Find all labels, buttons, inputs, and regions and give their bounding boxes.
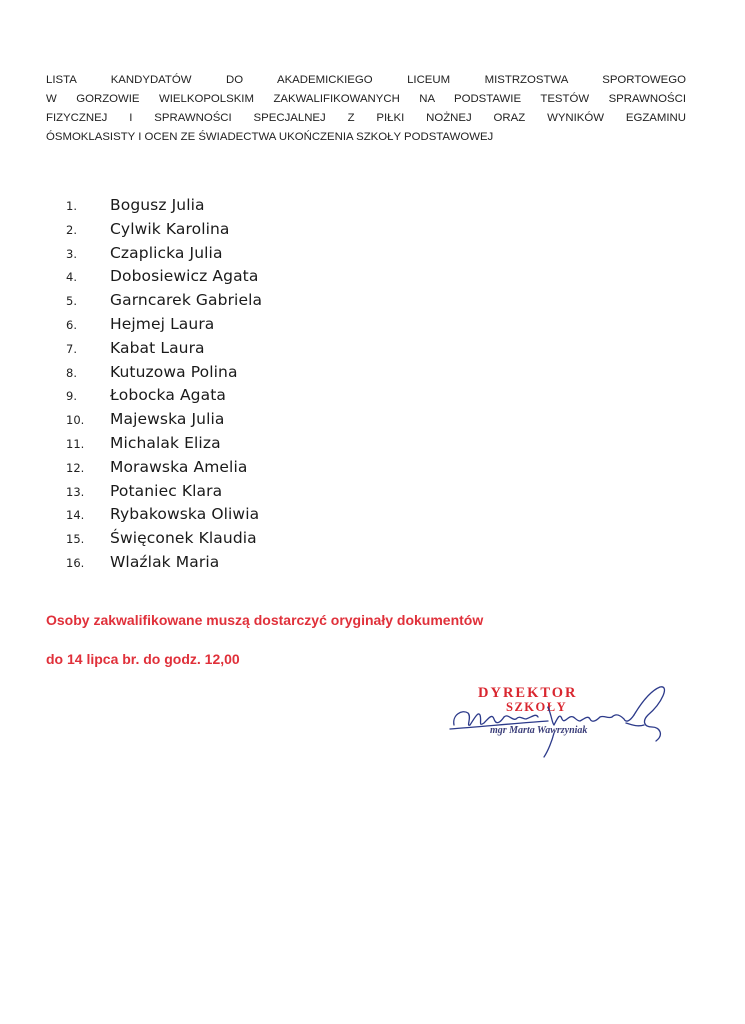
stamp-title: DYREKTOR	[478, 685, 578, 701]
candidate-name: Garncarek Gabriela	[110, 291, 263, 310]
candidate-name: Kabat Laura	[110, 338, 205, 357]
candidate-name: Kutuzowa Polina	[110, 362, 238, 381]
deadline-line: do 14 lipca br. do godz. 12,00	[46, 651, 240, 667]
list-item	[66, 244, 262, 268]
item-number: 13.	[66, 484, 85, 499]
list-item	[66, 529, 262, 553]
item-number: 8.	[66, 365, 77, 380]
item-number: 12.	[66, 460, 85, 475]
candidate-name: Święconek Klaudia	[110, 529, 257, 548]
item-number: 14.	[66, 508, 85, 523]
candidate-list	[66, 196, 262, 577]
list-item	[66, 196, 262, 220]
item-number: 16.	[66, 555, 85, 570]
list-item	[66, 315, 262, 339]
item-number: 9.	[66, 389, 77, 404]
item-number: 5.	[66, 294, 77, 309]
item-number: 6.	[66, 317, 77, 332]
heading-line: LISTA KANDYDATÓW DO AKADEMICKIEGO LICEUM MISTRZOSTWA SPORTOWEGO	[46, 74, 686, 86]
list-item	[66, 482, 262, 506]
candidate-name: Potaniec Klara	[110, 481, 223, 500]
list-item	[66, 291, 262, 315]
candidate-name: Bogusz Julia	[110, 196, 205, 214]
list-item	[66, 553, 262, 577]
candidate-name: Hejmej Laura	[110, 314, 215, 333]
item-number: 11.	[66, 436, 85, 451]
list-item	[66, 505, 262, 529]
stamp-name: mgr Marta Wawrzyniak	[490, 725, 588, 736]
heading-line: W GORZOWIE WIELKOPOLSKIM ZAKWALIFIKOWANYCH NA PODSTAWIE TESTÓW SPRAWNOŚCI	[46, 93, 686, 105]
list-item	[66, 267, 262, 291]
item-number: 7.	[66, 341, 77, 356]
candidate-name: Morawska Amelia	[110, 457, 248, 476]
list-item	[66, 386, 262, 410]
item-number: 15.	[66, 532, 85, 547]
list-item	[66, 363, 262, 387]
item-number: 1.	[66, 199, 77, 213]
candidate-name: Rybakowska Oliwia	[110, 505, 260, 524]
list-item	[66, 458, 262, 482]
heading-line: ÓSMOKLASISTY I OCEN ZE ŚWIADECTWA UKOŃCZENIA SZKOŁY PODSTAWOWEJ	[46, 131, 494, 143]
candidate-name: Majewska Julia	[110, 410, 225, 429]
candidate-name: Wlaźlak Maria	[110, 552, 220, 571]
list-item	[66, 339, 262, 363]
candidate-name: Czaplicka Julia	[110, 243, 223, 262]
list-item	[66, 220, 262, 244]
candidate-name: Michalak Eliza	[110, 433, 221, 452]
handwritten-signature	[448, 683, 678, 763]
item-number: 3.	[66, 246, 77, 261]
item-number: 2.	[66, 222, 77, 237]
candidate-name: Łobocka Agata	[110, 386, 226, 405]
list-item	[66, 410, 262, 434]
notice-line: Osoby zakwalifikowane muszą dostarczyć oryginały dokumentów	[46, 612, 484, 628]
item-number: 10.	[66, 413, 85, 428]
item-number: 4.	[66, 270, 77, 285]
heading-line: FIZYCZNEJ I SPRAWNOŚCI SPECJALNEJ Z PIŁKI NOŻNEJ ORAZ WYNIKÓW EGZAMINU	[46, 112, 686, 124]
candidate-name: Dobosiewicz Agata	[110, 267, 259, 286]
candidate-name: Cylwik Karolina	[110, 219, 230, 238]
stamp-and-signature	[448, 683, 678, 763]
list-item	[66, 434, 262, 458]
document-heading	[46, 71, 686, 147]
stamp-subtitle: SZKOŁY	[506, 700, 568, 714]
